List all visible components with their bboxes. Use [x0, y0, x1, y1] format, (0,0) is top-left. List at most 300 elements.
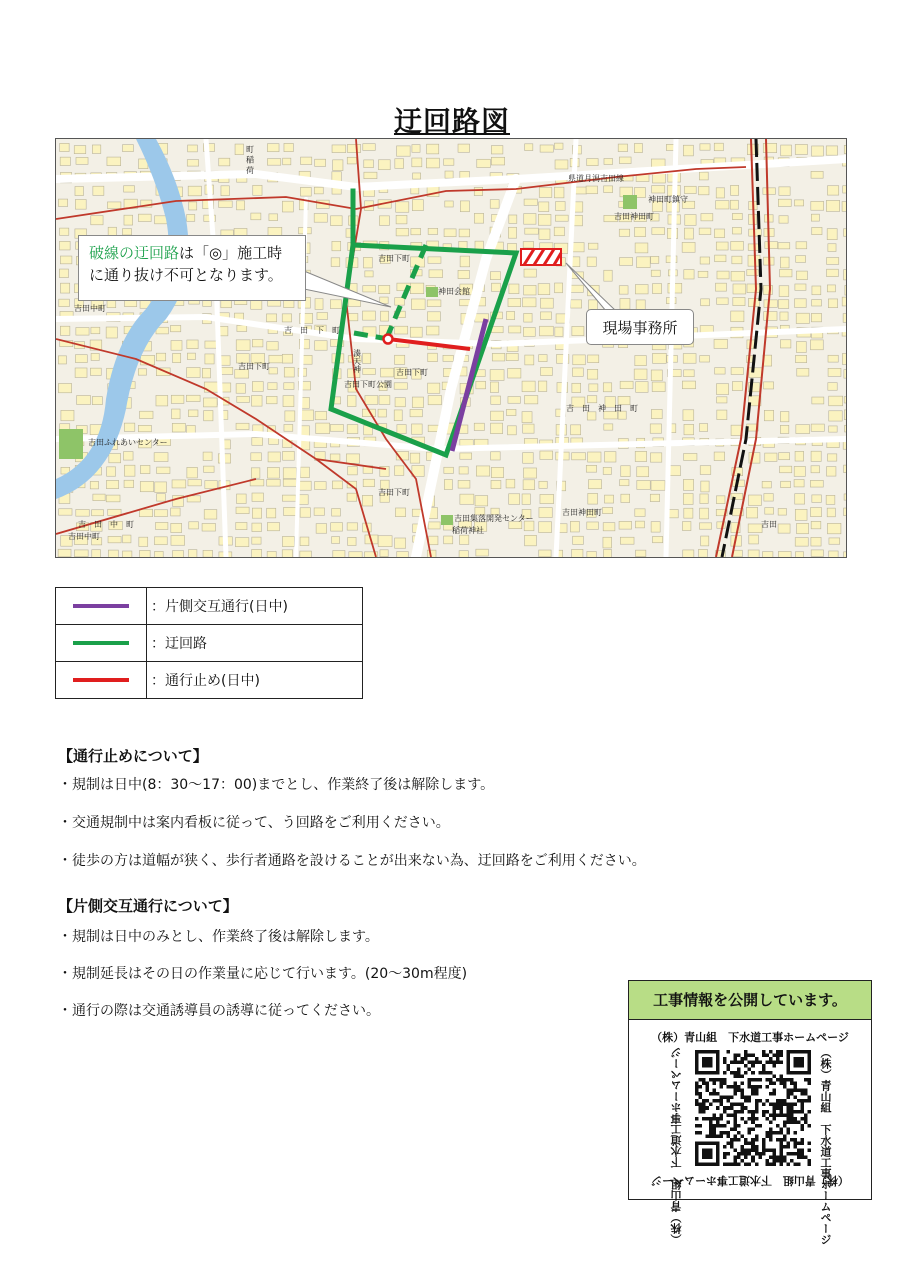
building-block	[284, 424, 293, 431]
building-block	[253, 185, 262, 195]
building-block	[458, 270, 469, 278]
building-block	[491, 396, 501, 404]
qr-module	[723, 1061, 727, 1065]
qr-module	[779, 1050, 783, 1054]
building-block	[332, 537, 340, 544]
qr-module	[793, 1089, 797, 1093]
building-block	[731, 185, 739, 195]
qr-module	[723, 1124, 727, 1128]
building-block	[188, 410, 198, 417]
qr-module	[783, 1103, 787, 1107]
building-block	[74, 146, 86, 154]
qr-module	[734, 1075, 738, 1079]
qr-module	[734, 1134, 738, 1138]
building-block	[77, 396, 91, 405]
qr-module	[755, 1089, 759, 1093]
building-block	[108, 550, 118, 557]
qr-module	[772, 1113, 776, 1117]
building-block	[347, 493, 357, 501]
qr-module	[744, 1057, 748, 1061]
building-block	[59, 241, 70, 250]
building-block	[459, 551, 468, 557]
building-block	[604, 495, 613, 503]
qr-module	[716, 1106, 720, 1110]
qr-module	[786, 1152, 790, 1156]
qr-module	[776, 1078, 780, 1082]
qr-module	[769, 1148, 773, 1152]
building-block	[619, 521, 631, 529]
qr-module	[786, 1078, 790, 1082]
building-block	[762, 481, 771, 488]
building-block	[748, 524, 762, 533]
qr-module	[793, 1120, 797, 1124]
building-block	[764, 410, 773, 420]
building-block	[827, 229, 837, 240]
qr-module	[695, 1089, 699, 1093]
qr-module	[695, 1099, 699, 1103]
qr-module	[744, 1096, 748, 1100]
qr-module	[741, 1110, 745, 1114]
building-block	[460, 494, 474, 504]
qr-module	[727, 1096, 731, 1100]
qr-module	[695, 1082, 699, 1086]
building-block	[268, 452, 280, 462]
building-block	[300, 551, 312, 557]
qr-module	[751, 1120, 755, 1124]
qr-module	[699, 1124, 703, 1128]
qr-module	[727, 1152, 731, 1156]
building-block	[603, 383, 611, 392]
building-block	[300, 537, 309, 546]
building-block	[444, 229, 456, 237]
map-label-yoshida-kanda-cho-1: 吉田神田町	[614, 212, 654, 221]
qr-module	[779, 1148, 783, 1152]
qr-module	[716, 1117, 720, 1121]
qr-module	[755, 1099, 759, 1103]
building-block	[61, 410, 74, 420]
qr-module	[755, 1162, 759, 1166]
building-block	[252, 382, 263, 392]
qr-module	[748, 1148, 752, 1152]
qr-module	[751, 1138, 755, 1142]
qr-module	[783, 1085, 787, 1089]
building-block	[236, 522, 247, 529]
qr-module	[755, 1085, 759, 1089]
qr-module	[734, 1089, 738, 1093]
building-block	[124, 480, 134, 487]
qr-module	[713, 1117, 717, 1121]
qr-module	[744, 1141, 748, 1145]
building-block	[188, 550, 196, 557]
building-block	[795, 538, 808, 547]
qr-module	[779, 1155, 783, 1159]
building-block	[684, 508, 693, 518]
qr-module	[748, 1096, 752, 1100]
building-block	[204, 466, 215, 472]
qr-module	[755, 1110, 759, 1114]
qr-module	[751, 1061, 755, 1065]
building-block	[426, 158, 439, 168]
building-block	[796, 342, 806, 353]
qr-module	[727, 1064, 731, 1068]
qr-module	[716, 1134, 720, 1138]
building-block	[155, 551, 164, 557]
building-block	[395, 398, 405, 407]
building-block	[795, 494, 805, 504]
qr-module	[765, 1159, 769, 1163]
building-block	[812, 286, 821, 295]
building-block	[810, 340, 823, 350]
qr-module	[695, 1103, 699, 1107]
qr-module	[783, 1155, 787, 1159]
building-block	[731, 271, 744, 281]
qr-module	[769, 1138, 773, 1142]
building-block	[171, 395, 184, 403]
qr-module	[790, 1092, 794, 1096]
building-block	[93, 494, 105, 501]
qr-module	[807, 1099, 811, 1103]
building-block	[476, 381, 486, 389]
building-block	[796, 256, 806, 263]
building-block	[410, 453, 420, 463]
building-block	[492, 353, 505, 361]
building-block	[796, 425, 810, 434]
building-block	[92, 397, 102, 405]
building-block	[156, 522, 168, 529]
building-block	[827, 186, 838, 195]
building-block	[362, 495, 372, 506]
building-block	[764, 300, 777, 308]
building-block	[506, 479, 515, 488]
building-block	[458, 144, 470, 152]
qr-module	[776, 1099, 780, 1103]
building-block	[107, 467, 116, 476]
building-block	[538, 284, 550, 295]
qr-module	[772, 1110, 776, 1114]
qr-module	[790, 1089, 794, 1093]
building-block	[700, 494, 708, 504]
qr-module	[758, 1152, 762, 1156]
qr-module	[734, 1092, 738, 1096]
qr-module	[720, 1134, 724, 1138]
qr-module	[727, 1134, 731, 1138]
building-block	[282, 201, 293, 212]
qr-module	[769, 1050, 773, 1054]
qr-module	[790, 1103, 794, 1107]
building-block	[491, 452, 501, 460]
building-block	[554, 187, 564, 198]
building-block	[330, 454, 340, 461]
qr-module	[769, 1127, 773, 1131]
map-label-yoshida-shimocho-3: 吉田下町	[238, 362, 270, 371]
qr-module	[790, 1082, 794, 1086]
building-block	[282, 314, 291, 322]
qr-module	[709, 1117, 713, 1121]
qr-module	[779, 1131, 783, 1135]
building-block	[92, 550, 101, 557]
building-block	[172, 423, 185, 432]
qr-module	[772, 1131, 776, 1135]
building-block	[428, 396, 441, 405]
building-block	[651, 256, 659, 263]
qr-module	[706, 1099, 710, 1103]
qr-module	[755, 1092, 759, 1096]
building-block	[186, 395, 200, 401]
building-block	[812, 300, 822, 306]
building-block	[587, 552, 596, 557]
legend-swatch-one-side	[73, 604, 129, 608]
building-block	[539, 508, 552, 518]
building-block	[412, 158, 422, 167]
building-block	[635, 521, 644, 528]
building-block	[541, 298, 554, 308]
qr-module	[737, 1061, 741, 1065]
building-block	[204, 510, 217, 519]
building-block	[507, 311, 515, 319]
qr-module	[762, 1138, 766, 1142]
qr-module	[800, 1148, 804, 1152]
building-block	[588, 243, 598, 249]
legend-swatch-detour	[73, 641, 129, 645]
qr-module	[734, 1054, 738, 1058]
qr-module	[713, 1134, 717, 1138]
qr-module	[776, 1159, 780, 1163]
qr-module	[699, 1078, 703, 1082]
qr-module	[765, 1071, 769, 1075]
qr-module	[727, 1113, 731, 1117]
building-block	[604, 270, 612, 281]
building-block	[428, 257, 441, 263]
building-block	[779, 216, 788, 223]
qr-module	[804, 1078, 808, 1082]
qr-module	[769, 1061, 773, 1065]
building-block	[187, 214, 195, 221]
qr-module	[744, 1148, 748, 1152]
qr-module	[779, 1159, 783, 1163]
building-block	[539, 187, 552, 197]
qr-module	[702, 1117, 706, 1121]
building-block	[251, 468, 260, 478]
qr-module	[751, 1071, 755, 1075]
building-block	[811, 171, 823, 178]
qr-panel-header: 工事情報を公開しています。	[629, 981, 871, 1020]
qr-module	[762, 1145, 766, 1149]
building-block	[523, 242, 533, 248]
building-block	[779, 286, 789, 297]
qr-module	[741, 1082, 745, 1086]
building-block	[620, 258, 633, 266]
qr-module	[702, 1110, 706, 1114]
qr-module	[807, 1148, 811, 1152]
qr-module	[751, 1159, 755, 1163]
detour-note-text1: は「◎」施工時	[179, 244, 283, 262]
building-block	[444, 159, 454, 165]
building-block	[795, 299, 807, 308]
building-block	[395, 326, 408, 334]
building-block	[347, 523, 357, 530]
building-block	[588, 480, 601, 489]
qr-module	[699, 1092, 703, 1096]
building-block	[220, 326, 228, 335]
building-block	[522, 381, 535, 392]
building-block	[844, 397, 846, 403]
building-block	[235, 144, 243, 155]
qr-module	[800, 1089, 804, 1093]
building-block	[283, 451, 295, 460]
building-block	[522, 494, 530, 504]
qr-module	[734, 1110, 738, 1114]
building-block	[587, 257, 596, 266]
building-block	[427, 300, 441, 307]
building-block	[333, 160, 343, 171]
building-block	[714, 339, 727, 348]
building-block	[796, 242, 807, 249]
building-block	[332, 481, 342, 489]
building-block	[364, 160, 374, 168]
building-block	[844, 229, 846, 237]
qr-module	[772, 1061, 776, 1065]
building-block	[316, 524, 327, 534]
building-block	[571, 425, 581, 435]
qr-module	[709, 1078, 713, 1082]
building-block	[682, 381, 695, 389]
building-block	[187, 353, 195, 359]
building-block	[378, 160, 390, 170]
building-block	[252, 523, 261, 531]
qr-code[interactable]	[695, 1047, 811, 1169]
qr-module	[713, 1082, 717, 1086]
qr-module	[723, 1131, 727, 1135]
qr-module	[723, 1078, 727, 1082]
building-block	[428, 228, 438, 234]
qr-module	[748, 1061, 752, 1065]
building-block	[797, 368, 809, 376]
building-block	[427, 326, 439, 335]
qr-module	[765, 1078, 769, 1082]
qr-module	[730, 1085, 734, 1089]
building-block	[284, 143, 293, 151]
building-block	[221, 186, 229, 196]
qr-module	[800, 1155, 804, 1159]
qr-module	[762, 1103, 766, 1107]
building-block	[364, 257, 373, 268]
qr-module	[723, 1082, 727, 1086]
building-block	[572, 383, 581, 392]
building-block	[810, 480, 823, 487]
building-block	[60, 326, 70, 335]
building-block	[827, 523, 840, 533]
qr-module	[702, 1082, 706, 1086]
building-block	[748, 550, 759, 557]
qr-module	[800, 1099, 804, 1103]
qr-module	[800, 1117, 804, 1121]
building-block	[347, 144, 360, 152]
qr-module	[699, 1085, 703, 1089]
building-block	[395, 466, 404, 476]
qr-module	[734, 1103, 738, 1107]
qr-module	[730, 1096, 734, 1100]
qr-module	[765, 1131, 769, 1135]
qr-module	[730, 1127, 734, 1131]
building-block	[300, 187, 311, 196]
section-heading-one-side: 【片側交互通行について】	[58, 897, 238, 915]
building-block	[827, 269, 839, 276]
qr-module	[786, 1120, 790, 1124]
building-block	[139, 509, 152, 516]
map-label-shrine-top: 町 稲 荷	[245, 145, 255, 175]
building-block	[475, 496, 488, 506]
qr-module	[779, 1162, 783, 1166]
building-block	[58, 383, 71, 392]
qr-module	[779, 1138, 783, 1142]
qr-module	[741, 1145, 745, 1149]
qr-module	[776, 1054, 780, 1058]
building-block	[378, 536, 392, 547]
qr-module	[699, 1110, 703, 1114]
building-block	[171, 523, 182, 532]
building-block	[331, 523, 343, 531]
qr-module	[769, 1120, 773, 1124]
construction-info-qr-panel	[628, 980, 872, 1245]
qr-module	[755, 1148, 759, 1152]
building-block	[252, 339, 263, 346]
building-block	[765, 242, 778, 249]
map-label-yoshida-nakamachi-2: 吉 田 中 町	[78, 520, 134, 529]
building-block	[603, 523, 615, 531]
building-block	[460, 439, 473, 445]
building-block	[778, 199, 791, 206]
qr-module	[723, 1071, 727, 1075]
building-block	[587, 369, 597, 379]
building-block	[157, 467, 170, 473]
qr-module	[744, 1162, 748, 1166]
qr-module	[741, 1092, 745, 1096]
qr-module	[737, 1155, 741, 1159]
building-block	[650, 424, 661, 433]
park-south	[441, 515, 453, 525]
building-block	[716, 242, 728, 250]
qr-module	[730, 1061, 734, 1065]
building-block	[220, 367, 233, 374]
qr-module	[804, 1092, 808, 1096]
qr-module	[734, 1113, 738, 1117]
qr-module	[790, 1117, 794, 1121]
building-block	[795, 284, 806, 290]
building-block	[508, 368, 521, 378]
building-block	[75, 187, 83, 196]
qr-module	[734, 1138, 738, 1142]
building-block	[701, 299, 710, 306]
building-block	[460, 453, 472, 459]
building-block	[683, 479, 693, 490]
building-block	[189, 522, 199, 529]
closure-note-3: ・徒歩の方は道幅が狭く、歩行者通路を設けることが出来ない為、迂回路をご利用ください。	[58, 853, 646, 869]
qr-module	[776, 1061, 780, 1065]
qr-caption-right: （株）青山組 下水道工事ホームページ	[819, 1047, 832, 1245]
qr-module	[730, 1141, 734, 1145]
building-block	[332, 241, 341, 250]
qr-module	[755, 1057, 759, 1061]
qr-module	[786, 1106, 790, 1110]
building-block	[701, 481, 709, 492]
building-block	[651, 522, 660, 532]
qr-module	[741, 1057, 745, 1061]
qr-module	[748, 1085, 752, 1089]
qr-module	[793, 1162, 797, 1166]
building-block	[91, 327, 100, 334]
building-block	[781, 481, 791, 487]
qr-module	[748, 1054, 752, 1058]
